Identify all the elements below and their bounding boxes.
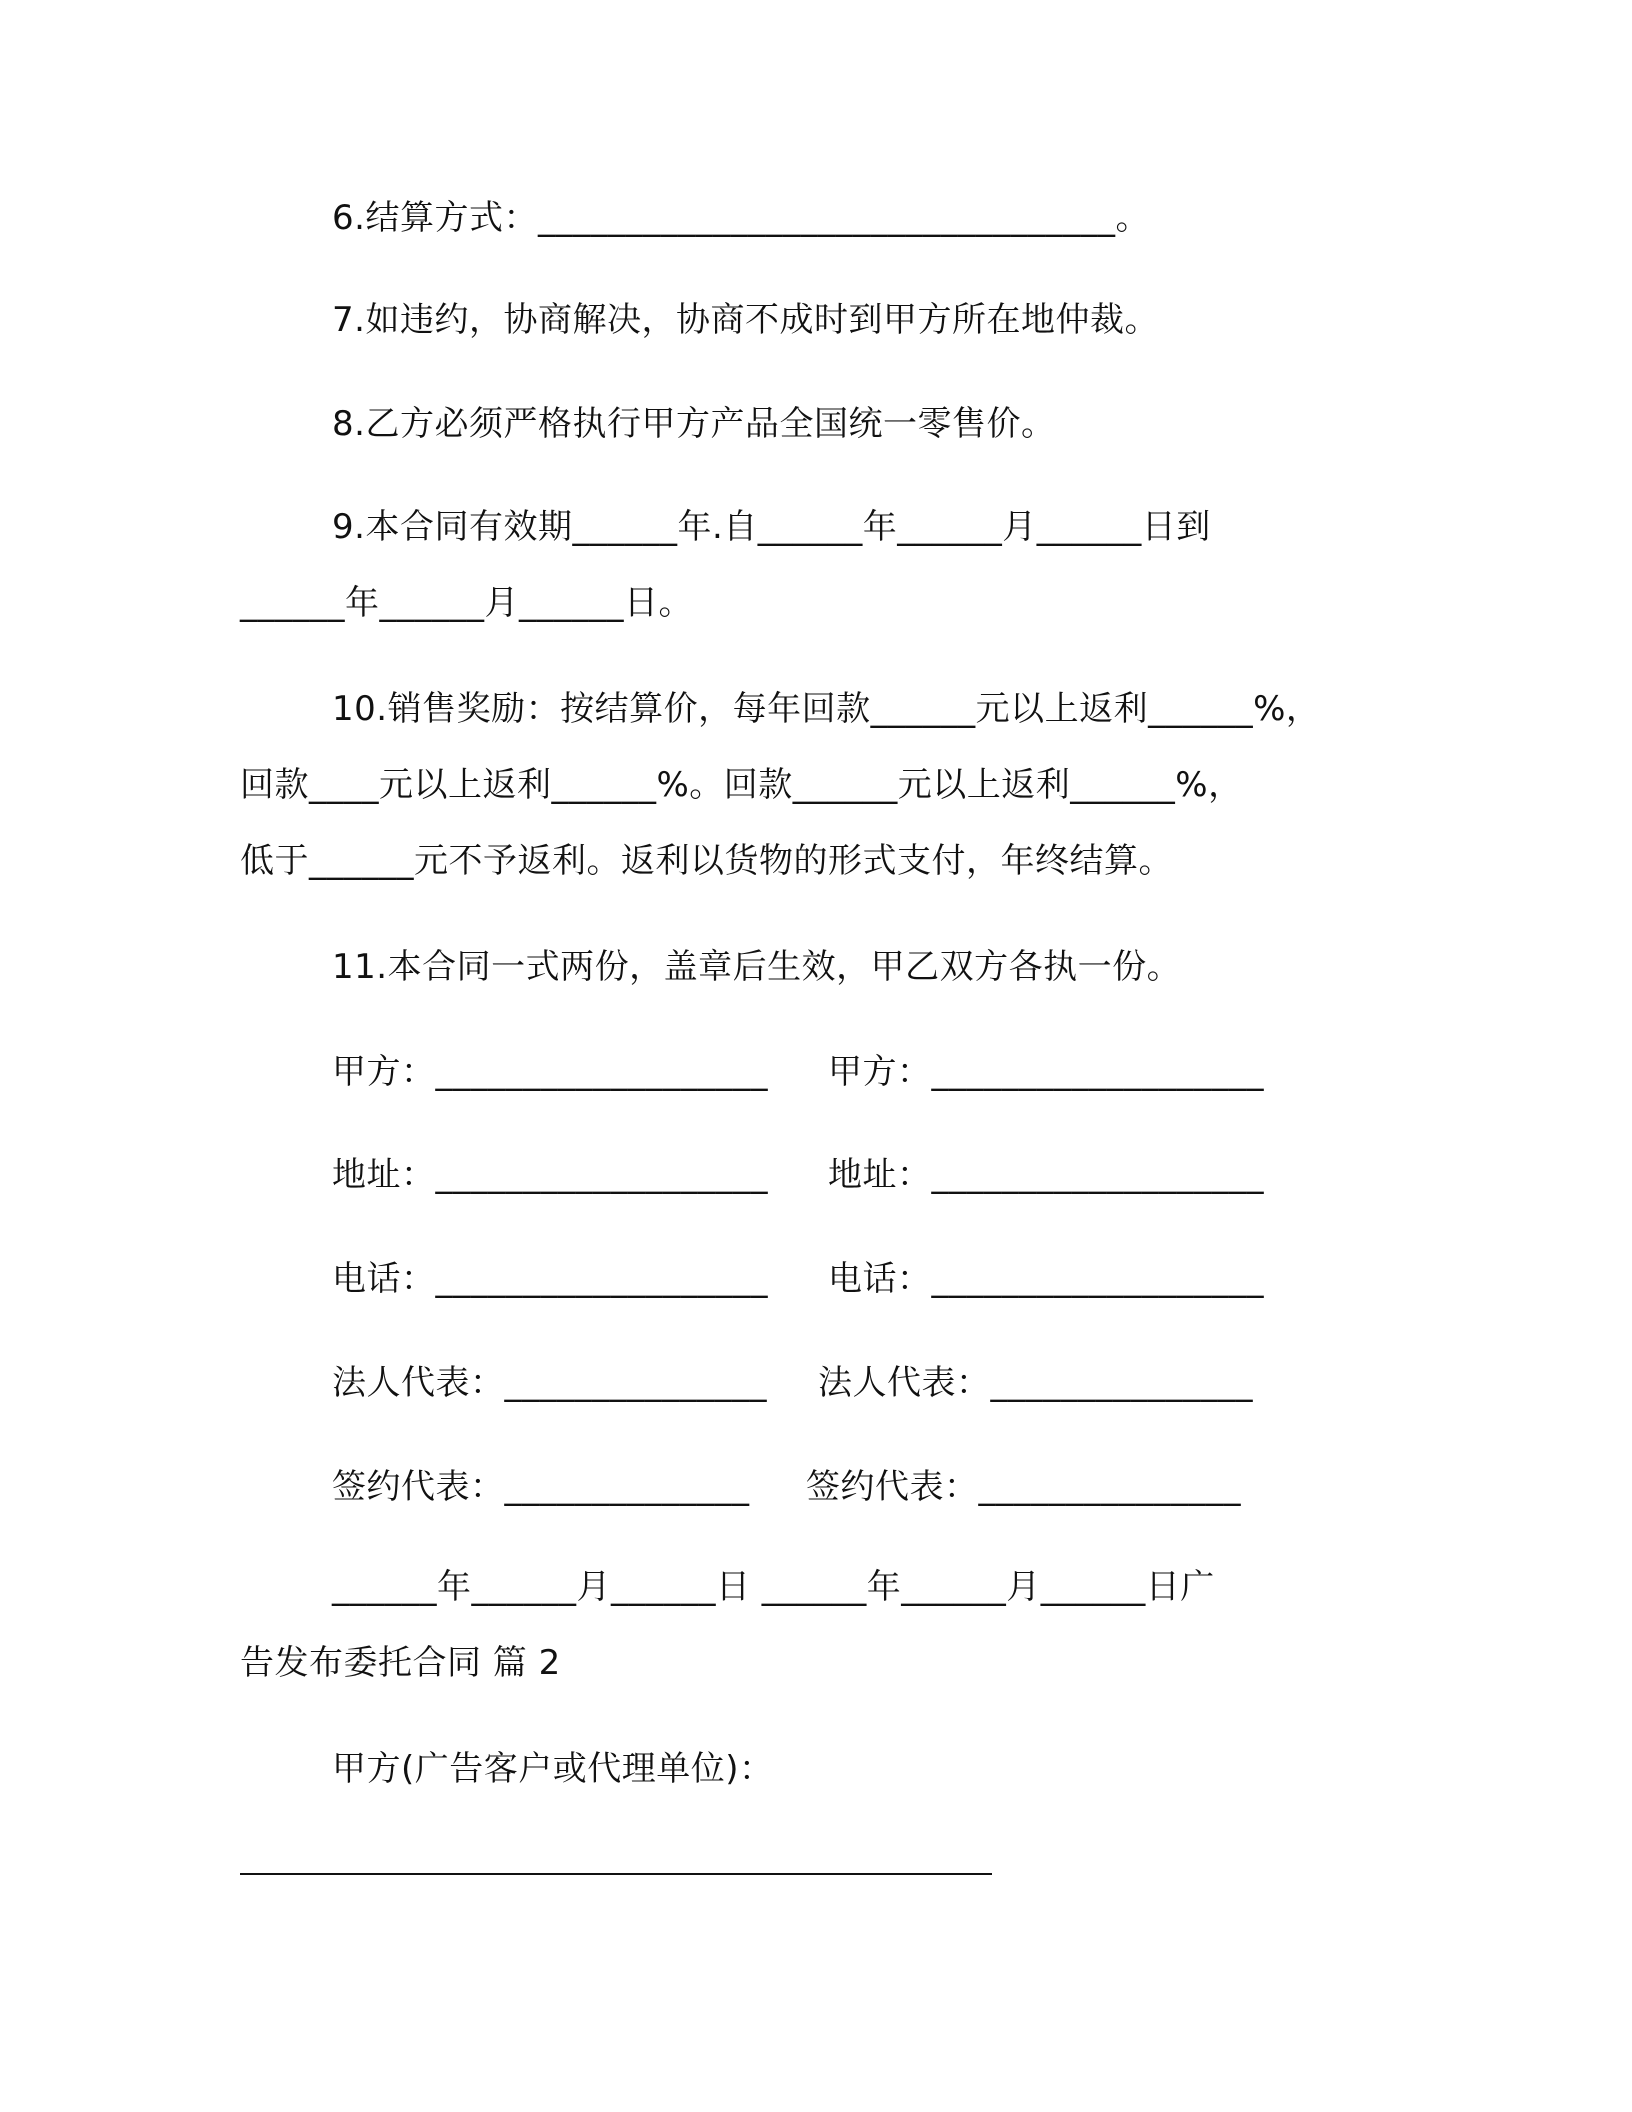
signature-sign-rep-right: 签约代表：_______________	[806, 1467, 1241, 1507]
clause-10-reward-line3: 低于______元不予返利。返利以货物的形式支付，年终结算。	[240, 841, 1173, 881]
clause-9-validity-line2: ______年______月______日。	[240, 583, 693, 623]
signature-legal-rep-right: 法人代表：_______________	[818, 1363, 1253, 1403]
signature-sign-rep-left: 签约代表：______________	[332, 1467, 750, 1507]
signature-legal-rep-left: 法人代表：_______________	[332, 1363, 767, 1403]
contract-2-party-a: 甲方(广告客户或代理单位)：	[332, 1749, 774, 1789]
signature-phone-left: 电话：___________________	[332, 1259, 768, 1299]
clause-6-settlement: 6.结算方式：_________________________________。	[332, 198, 1150, 238]
clause-7-breach: 7.如违约，协商解决，协商不成时到甲方所在地仲裁。	[332, 300, 1159, 340]
signature-date-line: ______年______月______日 ______年______月______日广	[332, 1567, 1215, 1607]
signature-party-left: 甲方：___________________	[332, 1052, 768, 1092]
clause-10-reward-line2: 回款____元以上返利______%。回款______元以上返利______%，	[240, 765, 1243, 805]
clause-9-validity-line1: 9.本合同有效期______年.自______年______月______日到	[332, 507, 1211, 547]
signature-phone-right: 电话：___________________	[828, 1259, 1264, 1299]
clause-8-retail-price: 8.乙方必须严格执行甲方产品全国统一零售价。	[332, 404, 1056, 444]
signature-party-right: 甲方：___________________	[828, 1052, 1264, 1092]
signature-address-left: 地址：___________________	[332, 1155, 768, 1195]
clause-10-reward-line1: 10.销售奖励：按结算价，每年回款______元以上返利______%，	[332, 689, 1321, 729]
contract-2-heading: 告发布委托合同 篇 2	[240, 1643, 561, 1683]
signature-address-right: 地址：___________________	[828, 1155, 1264, 1195]
party-a-fill-in-line	[240, 1873, 992, 1875]
clause-11-copies: 11.本合同一式两份，盖章后生效，甲乙双方各执一份。	[332, 947, 1182, 987]
